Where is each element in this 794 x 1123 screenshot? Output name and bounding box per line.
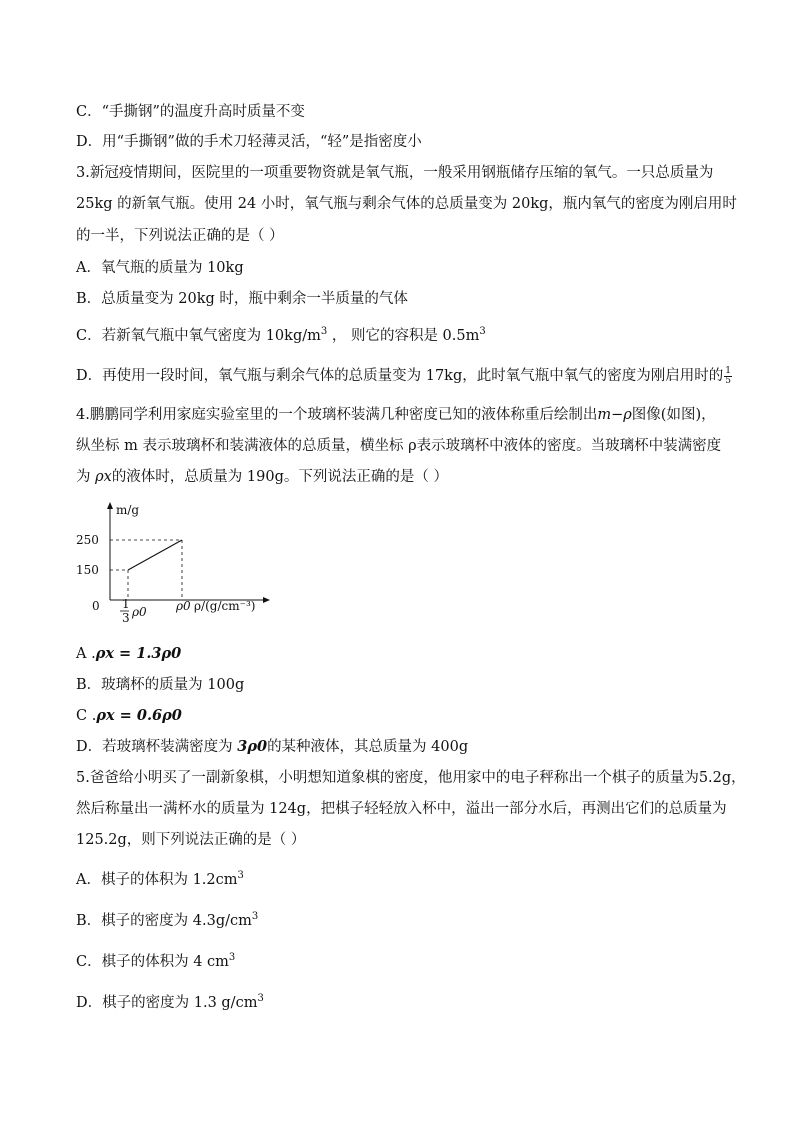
question-5-line-3: 125.2g，则下列说法正确的是（ ） — [76, 832, 306, 848]
question-3-line-1: 3.新冠疫情期间，医院里的一项重要物资就是氧气瓶，一般采用钢瓶储存压缩的氧气。一只总质量为 — [76, 165, 714, 181]
y-axis-arrow-icon — [107, 502, 113, 509]
x-tick-frac-den: 3 — [122, 611, 130, 625]
question-3-option-b: B．总质量变为 20kg 时，瓶中剩余一半质量的气体 — [76, 291, 408, 307]
origin-label: 0 — [92, 599, 100, 613]
question-5-line-2: 然后称量出一满杯水的质量为 124g，把棋子轻轻放入杯中，溢出一部分水后，再测出它们的总质量为 — [76, 801, 727, 817]
fraction-one-fifth: $\frac{1}{5}$ — [725, 365, 731, 386]
question-3-option-a: A．氧气瓶的质量为 10kg — [76, 260, 244, 276]
graph-svg — [76, 496, 276, 626]
question-3-option-c: C．若新氧气瓶中氧气密度为 $10kg/m^3$ ， 则它的容积是 $0.5m^3$ — [76, 326, 486, 344]
option-d-previous: D．用“手撕钢”做的手术刀轻薄灵活，“轻”是指密度小 — [76, 134, 422, 150]
question-3-option-d: D．再使用一段时间，氧气瓶与剩余气体的总质量变为 17kg，此时氧气瓶中氧气的密度为刚启用时的 $\frac{1}{5}$ — [76, 365, 731, 386]
question-5-option-b: B．棋子的密度为 $4.3g/cm^3$ — [76, 911, 259, 929]
question-5-option-c: C．棋子的体积为 4 $cm^3$ — [76, 952, 236, 970]
question-4-line-1: 4.鹏鹏同学利用家庭实验室里的一个玻璃杯装满几种密度已知的液体称重后绘制出m−ρ图像(如图)， — [76, 407, 716, 423]
question-5-option-d: D．棋子的密度为 1.3 $g/cm^3$ — [76, 993, 264, 1011]
question-4-option-d: D．若玻璃杯装满密度为 3ρ0的某种液体，其总质量为 400g — [76, 738, 469, 755]
question-4-option-a: A .ρx = 1.3ρ0 — [76, 645, 182, 662]
mass-density-graph — [76, 496, 276, 626]
question-5-option-a: A．棋子的体积为 $1.2cm^3$ — [76, 870, 244, 888]
question-4-option-b: B．玻璃杯的质量为 100g — [76, 677, 245, 693]
y-tick-150: 150 — [76, 563, 99, 577]
x-tick-frac-num: 1 — [122, 597, 130, 611]
question-3-line-3: 的一半，下列说法正确的是（ ） — [76, 228, 284, 244]
mass-density-line — [128, 540, 182, 570]
x-tick-rho0: ρ0 — [176, 599, 191, 613]
question-4-line-3: 为 ρx的液体时，总质量为 190g。下列说法正确的是（ ） — [76, 469, 448, 485]
y-tick-250: 250 — [76, 533, 99, 547]
question-5-line-1: 5.爸爸给小明买了一副新象棋，小明想知道象棋的密度，他用家中的电子秤称出一个棋子的质量为5.2g， — [76, 770, 746, 786]
x-tick-rho-third: ρ0 — [132, 605, 147, 619]
option-c-previous: C．“手撕钢”的温度升高时质量不变 — [76, 104, 305, 120]
question-4-line-2: 纵坐标 m 表示玻璃杯和装满液体的总质量，横坐标 ρ表示玻璃杯中液体的密度。当玻璃杯中装满密度 — [76, 438, 722, 454]
y-axis-label: m/g — [116, 503, 140, 517]
question-4-option-c: C .ρx = 0.6ρ0 — [76, 707, 182, 724]
x-axis-arrow-icon — [263, 597, 270, 603]
question-3-line-2: 25kg 的新氧气瓶。使用 24 小时，氧气瓶与剩余气体的总质量变为 20kg，瓶内氧气的密度为刚启用时 — [76, 196, 737, 212]
x-axis-label: ρ/(g/cm⁻³) — [194, 599, 256, 613]
